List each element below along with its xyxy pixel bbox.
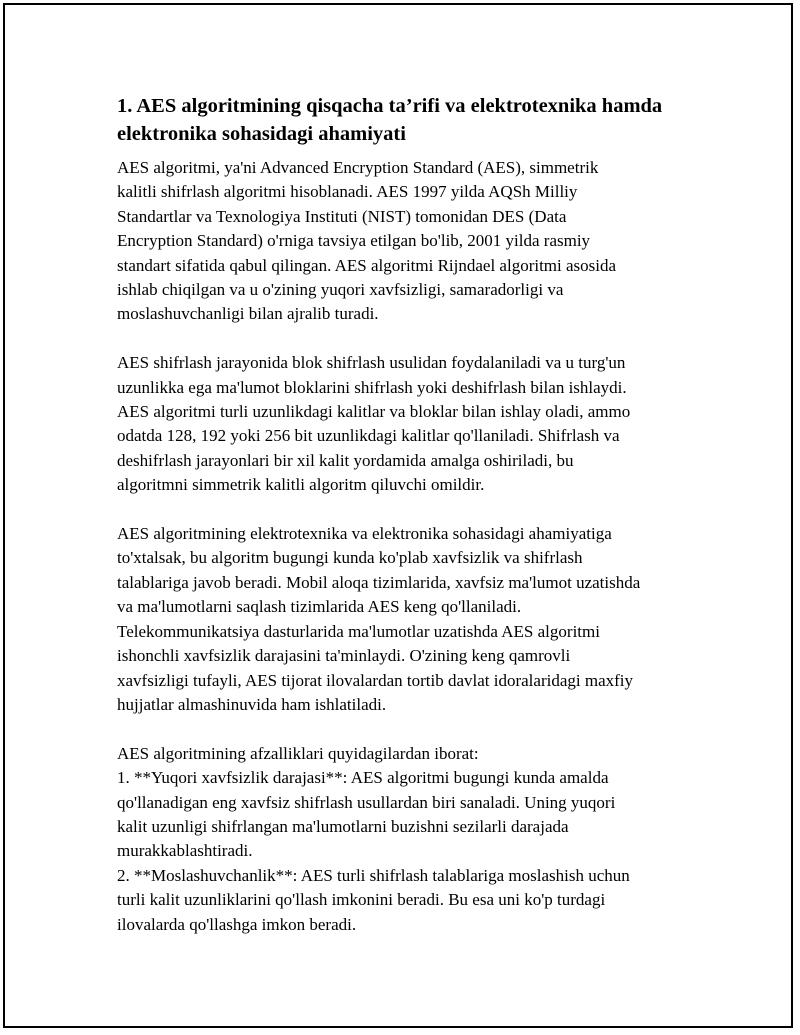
text-line: ishonchli xavfsizlik darajasini ta'minlaydi. O'zining keng qamrovli (117, 646, 571, 666)
text-line: kalitli shifrlash algoritmi hisoblanadi. AES 1997 yilda AQSh Milliy (117, 182, 578, 202)
text-line: va ma'lumotlarni saqlash tizimlarida AES keng qo'llaniladi. (117, 597, 522, 617)
text-line: Standartlar va Texnologiya Instituti (NIST) tomonidan DES (Data (117, 206, 567, 226)
text-line: Telekommunikatsiya dasturlarida ma'lumotlar uzatishda AES algoritmi (117, 621, 600, 641)
text-line: odatda 128, 192 yoki 256 bit uzunlikdagi kalitlar qo'llaniladi. Shifrlash va (117, 426, 620, 446)
heading-line: elektronika sohasidagi ahamiyati (117, 123, 406, 145)
text-line: AES algoritmi turli uzunlikdagi kalitlar va bloklar bilan ishlay oladi, ammo (117, 402, 631, 422)
text-line: murakkablashtiradi. (117, 841, 253, 861)
text-line: xavfsizligi tufayli, AES tijorat ilovalardan tortib davlat idoralaridagi maxfiy (117, 670, 634, 690)
paragraph-intro (117, 156, 702, 327)
document-body (117, 92, 702, 961)
list-item: 2. **Moslashuvchanlik**: AES turli shifrlash talablariga moslashish uchun (117, 865, 630, 885)
text-line: deshifrlash jarayonlari bir xil kalit yordamida amalga oshiriladi, bu (117, 450, 574, 470)
text-line: ilovalarda qo'llashga imkon beradi. (117, 914, 357, 934)
text-line: AES algoritmi, ya'ni Advanced Encryption Standard (AES), simmetrik (117, 158, 599, 177)
text-line: AES shifrlash jarayonida blok shifrlash usulidan foydalaniladi va u turg'un (117, 353, 626, 373)
text-line: standart sifatida qabul qilingan. AES algoritmi Rijndael algoritmi asosida (117, 255, 617, 275)
paragraph-block-cipher (117, 351, 702, 497)
text-line: ishlab chiqilgan va u o'zining yuqori xavfsizligi, samaradorligi va (117, 280, 564, 300)
text-line: AES algoritmining elektrotexnika va elektronika sohasidagi ahamiyatiga (117, 524, 612, 544)
text-line: Encryption Standard) o'rniga tavsiya etilgan bo'lib, 2001 yilda rasmiy (117, 231, 591, 251)
section-heading (117, 92, 702, 148)
text-line: uzunlikka ega ma'lumot bloklarini shifrlash yoki deshifrlash bilan ishlaydi. (117, 377, 627, 397)
text-line: to'xtalsak, bu algoritm bugungi kunda ko'plab xavfsizlik va shifrlash (117, 548, 583, 568)
text-line: talablariga javob beradi. Mobil aloqa tizimlarida, xavfsiz ma'lumot uzatishda (117, 572, 641, 592)
text-line: qo'llanadigan eng xavfsiz shifrlash usullardan biri sanaladi. Uning yuqori (117, 792, 616, 812)
text-line: AES algoritmining afzalliklari quyidagilardan iborat: (117, 743, 479, 763)
text-line: hujjatlar almashinuvida ham ishlatiladi. (117, 694, 387, 714)
text-line: moslashuvchanligi bilan ajralib turadi. (117, 304, 379, 324)
list-item: 1. **Yuqori xavfsizlik darajasi**: AES algoritmi bugungi kunda amalda (117, 768, 609, 788)
heading-line: 1. AES algoritmining qisqacha ta’rifi va elektrotexnika hamda (117, 95, 663, 117)
text-line: turli kalit uzunliklarini qo'llash imkonini beradi. Bu esa uni ko'p turdagi (117, 890, 606, 910)
text-line: kalit uzunligi shifrlangan ma'lumotlarni buzishni sezilarli darajada (117, 816, 569, 836)
paragraph-significance (117, 522, 702, 717)
text-line: algoritmni simmetrik kalitli algoritm qiluvchi omildir. (117, 475, 485, 495)
paragraph-advantages (117, 742, 702, 937)
